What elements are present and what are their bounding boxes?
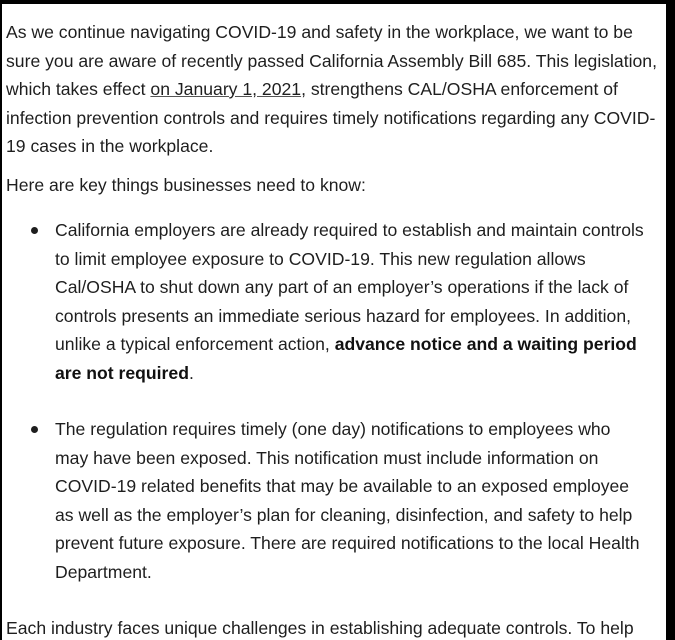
effective-date-link[interactable]: on January 1, 2021 <box>150 79 302 99</box>
intro-text-start: As we continue navigating COVID-19 and safety in the workplace, we want to be sure you are aware of recently passed California Assembly Bill 685. This legislation, which takes effect <box>6 22 657 99</box>
list-item-text-end: . <box>188 362 194 383</box>
list-item <box>55 415 658 586</box>
intro-text-end: , strengthens CAL/OSHA enforcement of infection prevention controls and requires timely notifications regarding any COVID-19 cases in the workplace. <box>6 79 656 156</box>
bullet-icon <box>31 227 38 234</box>
intro-paragraph <box>6 18 658 161</box>
list-item-text: California employers are already required to establish and maintain controls to limit employee exposure to COVID-19. This new regulation allows Cal/OSHA to shut down any part of an employer’s operations if the lack of controls presents an immediate serious hazard for employees. In addition, unlike a typical enforcement action, <box>55 220 644 354</box>
document-body <box>6 18 658 640</box>
key-things-heading: Here are key things businesses need to know: <box>6 174 366 195</box>
outro-paragraph: Each industry faces unique challenges in establishing adequate controls. To help <box>6 618 634 638</box>
document-page <box>2 4 666 640</box>
bullet-icon <box>31 426 38 433</box>
list-item <box>55 216 658 387</box>
key-things-list <box>6 216 658 586</box>
list-item-text: The regulation requires timely (one day) notifications to employees who may have been exposed. This notification must include information on COVID-19 related benefits that may be available to an exposed employee as well as the employer’s plan for cleaning, disinfection, and safety to help prevent future exposure. There are required notifications to the local Health Department. <box>55 419 640 582</box>
list-item-bold-text: advance notice and a waiting period are not required <box>55 334 637 383</box>
